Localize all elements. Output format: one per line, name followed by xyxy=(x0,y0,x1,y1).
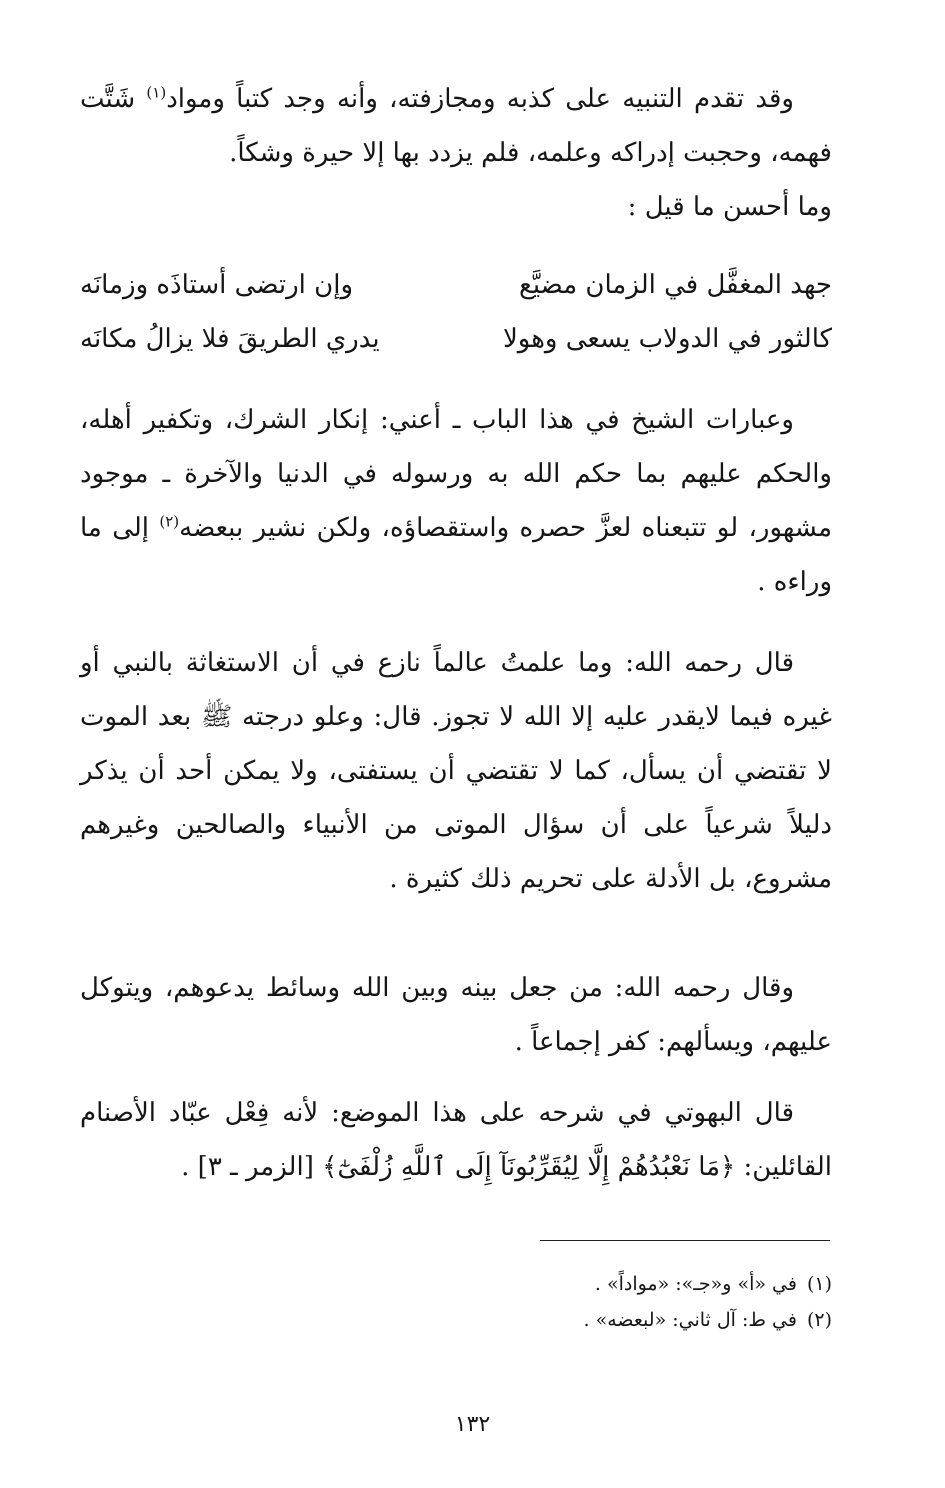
intro-text-tail: شَتَّت فهمه، وحجبت إدراكه وعلمه، فلم يزدد بها إلا حيرة وشكاً. xyxy=(80,84,832,168)
footnote-number: (٢) xyxy=(806,1309,832,1331)
paragraph-text: قال رحمه الله: وما علمتُ عالماً نازع في أن الاستغاثة بالنبي أو غيره فيما لايقدر عليه إلا الله لا تجوز. قال: وعلو درجته ﷺ بعد الموت لا تقتضي أن يسأل، كما لا تقتضي أن يستفتى، ولا يمكن أحد أن يذكر دليلاً شرعياً على أن سؤال الموتى من الأنبياء والصالحين وغيرهم مشروع، بل الأدلة على تحريم ذلك كثيرة . xyxy=(80,648,832,894)
page-number: ١٣٢ xyxy=(454,1412,491,1437)
verse-hemistich: وإن ارتضى أستاذَه وزمانَه xyxy=(80,270,354,300)
footnote xyxy=(80,1266,832,1302)
paragraph-text: وقال رحمه الله: من جعل بينه وبين الله وسائط يدعوهم، ويتوكل عليهم، ويسألهم: كفر إجماعاً . xyxy=(80,973,832,1057)
footnote-divider xyxy=(540,1240,830,1241)
poem-verse xyxy=(80,258,832,312)
quote-paragraph-1 xyxy=(80,636,832,906)
footnote-text: في ط: آل ثاني: «لبعضه» . xyxy=(583,1309,797,1331)
intro-section xyxy=(80,72,832,234)
footnote-ref-2: (٢) xyxy=(159,512,180,531)
verse-hemistich: كالثور في الدولاب يسعى وهولا xyxy=(502,324,832,354)
poem-verse xyxy=(80,312,832,366)
footnote-text: في «أ» و«جـ»: «مواداً» . xyxy=(594,1273,797,1295)
intro-paragraph xyxy=(80,72,832,180)
verse-hemistich: جهد المغفَّل في الزمان مضيَّع xyxy=(518,270,832,300)
verse-hemistich: يدري الطريقَ فلا يزالُ مكانَه xyxy=(80,324,380,354)
footnote xyxy=(80,1302,832,1338)
footnotes xyxy=(80,1266,832,1338)
intro-text: وقد تقدم التنبيه على كذبه ومجازفته، وأنه وجد كتباً ومواد xyxy=(166,84,794,114)
quote-paragraph-3 xyxy=(80,1086,832,1194)
poem-intro-line: وما أحسن ما قيل : xyxy=(627,192,832,222)
quote-paragraph-2 xyxy=(80,961,832,1069)
paragraph-text: قال البهوتي في شرحه على هذا الموضع: لأنه فِعْل عبّاد الأصنام القائلين: ﴿مَا نَعْبُدُهُمْ إِلَّا لِيُقَرِّبُونَآ إِلَى ٱللَّهِ زُلْفَىٰٓ﴾ [الزمر ـ ٣] . xyxy=(80,1098,832,1182)
paragraph-text: وعبارات الشيخ في هذا الباب ـ أعني: إنكار الشرك، وتكفير أهله، والحكم عليهم بما حكم الله به ورسوله في الدنيا والآخرة ـ موجود مشهور، لو تتبعناه لعزَّ حصره واستقصاؤه، ولكن نشير ببعضه xyxy=(80,405,832,543)
footnote-ref-1: (١) xyxy=(146,83,167,102)
footnote-number: (١) xyxy=(806,1273,832,1295)
paragraph-text-tail: إلى ما وراءه . xyxy=(80,513,832,597)
paragraph xyxy=(80,393,832,609)
shaykh-paragraph xyxy=(80,393,832,609)
